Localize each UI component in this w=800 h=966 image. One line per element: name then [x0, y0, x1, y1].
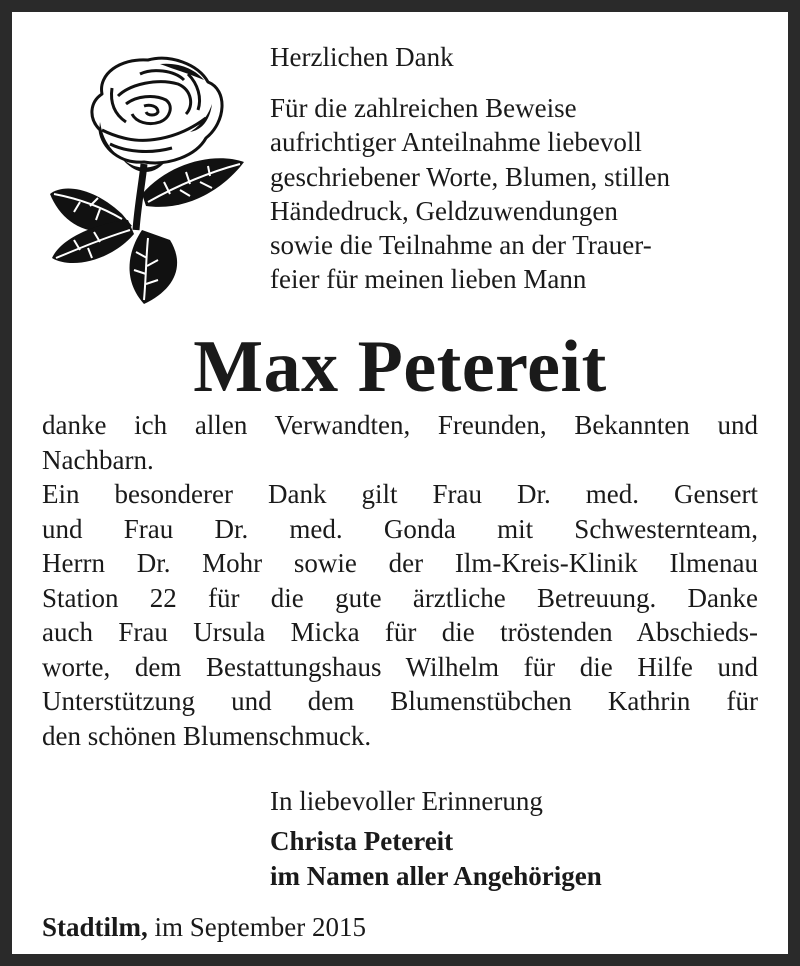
- intro-line: Für die zahlreichen Beweise: [270, 93, 577, 123]
- date: im September 2015: [147, 912, 366, 942]
- body-line: auch Frau Ursula Micka für die tröstenden Abschieds-: [42, 617, 758, 647]
- body-line: Unterstützung und dem Blumenstübchen Kathrin für: [42, 686, 758, 716]
- deceased-name: Max Petereit: [193, 326, 607, 408]
- intro-line: feier für meinen lieben Mann: [270, 264, 587, 295]
- intro-line: geschriebener Worte, Blumen, stillen: [270, 161, 670, 192]
- body-paragraph: [42, 408, 758, 753]
- body-line: Herrn Dr. Mohr sowie der Ilm-Kreis-Klinik Ilmenau: [42, 548, 758, 578]
- intro-line: aufrichtiger Anteilnahme liebevoll: [270, 127, 642, 158]
- body-line: danke ich allen Verwandten, Freunden, Bekannten und: [42, 410, 758, 440]
- heading: Herzlichen Dank: [270, 42, 454, 72]
- place-date: [42, 910, 366, 944]
- body-line: Nachbarn.: [42, 444, 154, 475]
- intro-line: Händedruck, Geldzuwendungen: [270, 195, 618, 226]
- body-line: Station 22 für die gute ärztliche Betreuung. Danke: [42, 582, 758, 613]
- body-line: worte, dem Bestattungshaus Wilhelm für die Hilfe und: [42, 651, 758, 682]
- body-line: den schönen Blumenschmuck.: [42, 720, 372, 751]
- body-line: Ein besonderer Dank gilt Frau Dr. med. Gensert: [42, 479, 758, 509]
- place: Stadtilm,: [42, 912, 148, 942]
- signer-note: im Namen aller Angehörigen: [270, 860, 602, 891]
- rose-icon: [40, 44, 246, 306]
- intro-paragraph: [270, 91, 770, 297]
- signer-name: Christa Petereit: [270, 826, 454, 856]
- signature-block: [270, 824, 602, 893]
- closing-phrase: In liebevoller Erinnerung: [270, 786, 543, 816]
- intro-line: sowie die Teilnahme an der Trauer-: [270, 230, 652, 261]
- body-line: und Frau Dr. med. Gonda mit Schwesternteam,: [42, 513, 758, 544]
